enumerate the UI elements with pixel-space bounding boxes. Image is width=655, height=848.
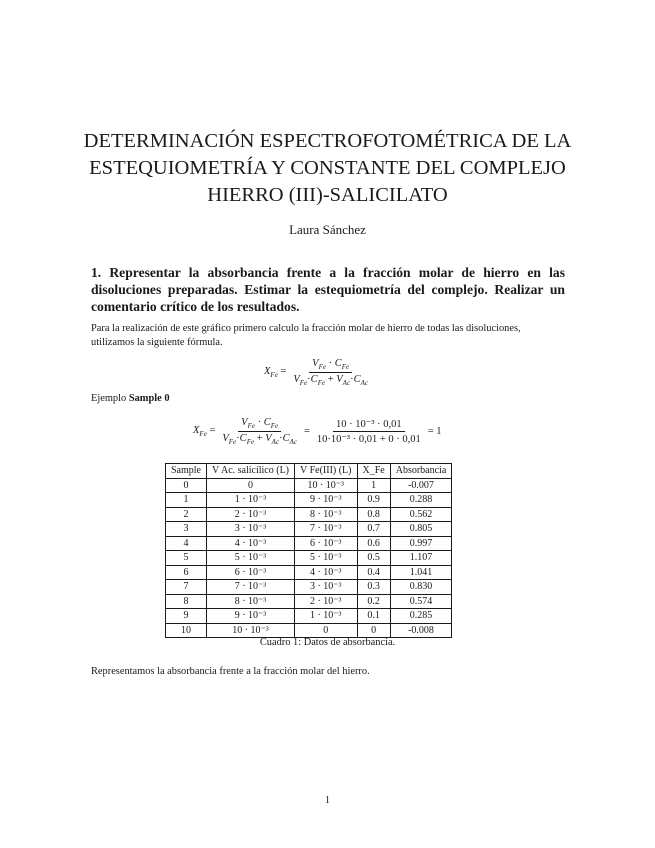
table-cell: 5 [166, 551, 207, 566]
table-cell: 0.8 [357, 507, 390, 522]
author: Laura Sánchez [289, 222, 366, 237]
table-cell: 9 · 10⁻³ [295, 493, 357, 508]
table-row [166, 522, 452, 537]
table-header-cell: Sample [166, 464, 207, 479]
table-cell: 3 [166, 522, 207, 537]
table-cell: 0.285 [390, 609, 452, 624]
table-cell: 7 · 10⁻³ [295, 522, 357, 537]
table-row [166, 507, 452, 522]
table-cell: 2 · 10⁻³ [207, 507, 295, 522]
closing-paragraph: Representamos la absorbancia frente a la fracción molar del hierro. [91, 666, 370, 677]
table-cell: 6 [166, 565, 207, 580]
table-cell: 2 [166, 507, 207, 522]
table-cell: 0.5 [357, 551, 390, 566]
table-cell: 0.4 [357, 565, 390, 580]
table-cell: 0.805 [390, 522, 452, 537]
table-cell: 1 · 10⁻³ [295, 609, 357, 624]
table-row [166, 565, 452, 580]
table-cell: 0.288 [390, 493, 452, 508]
table-cell: 4 · 10⁻³ [207, 536, 295, 551]
table-cell: 5 · 10⁻³ [207, 551, 295, 566]
table-cell: 10 [166, 623, 207, 638]
mole-fraction-formula: $X_{Fe}$ = $\frac{V_{Fe} \cdot C_{Fe}}{V_{Fe}\cdot C_{Fe} + V_{Ac}\cdot C_{Ac}}$ [264, 358, 368, 388]
table-cell: 9 · 10⁻³ [207, 609, 295, 624]
table-cell: 8 · 10⁻³ [207, 594, 295, 609]
table-cell: 1.107 [390, 551, 452, 566]
table-cell: 0.997 [390, 536, 452, 551]
table-cell: 5 · 10⁻³ [295, 551, 357, 566]
example-numerator: 10 · 10⁻³ · 0,01 [333, 418, 405, 432]
example-label: Ejemplo Sample 0 [91, 393, 170, 404]
table-cell: 0.3 [357, 580, 390, 595]
table-cell: 0 [295, 623, 357, 638]
example-formula: $X_{Fe}$ = $\frac{V_{Fe} \cdot C_{Fe}}{V_{Fe}\cdot C_{Fe} + V_{Ac}\cdot C_{Ac}}$ = $\frac{\text{10 · 10⁻³ · 0,01}}{\text{10·10⁻³ · 0,01 + 0 · 0,01}}$ = 1 [193, 417, 442, 447]
table-cell: -0.008 [390, 623, 452, 638]
table-cell: 4 · 10⁻³ [295, 565, 357, 580]
table-cell: 0.2 [357, 594, 390, 609]
table-cell: 8 · 10⁻³ [295, 507, 357, 522]
example-denominator: 10·10⁻³ · 0,01 + 0 · 0,01 [316, 434, 421, 446]
table-cell: 6 · 10⁻³ [295, 536, 357, 551]
table-cell: 0.1 [357, 609, 390, 624]
page-number: 1 [324, 795, 331, 806]
table-cell: -0.007 [390, 478, 452, 493]
example-sample: Sample 0 [128, 393, 170, 404]
section-heading: 1. Representar la absorbancia frente a la fracción molar de hierro en las disoluciones preparadas. Estimar la estequiometría del complejo. Realizar un comentario crítico de los resultados. [91, 265, 565, 314]
table-row [166, 493, 452, 508]
table-cell: 0 [166, 478, 207, 493]
table-header-cell: V Ac. salicílico (L) [207, 464, 295, 479]
table-cell: 0.562 [390, 507, 452, 522]
table-row [166, 551, 452, 566]
table-caption: Cuadro 1: Datos de absorbancia. [259, 637, 396, 648]
table-row [166, 536, 452, 551]
table-cell: 8 [166, 594, 207, 609]
table-header-cell: V Fe(III) (L) [295, 464, 357, 479]
paper-title: DETERMINACIÓN ESPECTROFOTOMÉTRICA DE LA ESTEQUIOMETRÍA Y CONSTANTE DEL COMPLEJO HIERRO (III)-SALICILATO [83, 130, 572, 206]
table-cell: 4 [166, 536, 207, 551]
table-cell: 7 · 10⁻³ [207, 580, 295, 595]
absorbance-table [165, 463, 452, 638]
table-cell: 1.041 [390, 565, 452, 580]
table-row [166, 609, 452, 624]
table-cell: 9 [166, 609, 207, 624]
example-result: = 1 [427, 426, 442, 438]
table-row [166, 580, 452, 595]
table-row [166, 623, 452, 638]
table-cell: 0.9 [357, 493, 390, 508]
table-cell: 0 [357, 623, 390, 638]
intro-paragraph: Para la realización de este gráfico primero calculo la fracción molar de hierro de todas las disoluciones, utilizamos la siguiente fórmula. [91, 323, 521, 348]
table-cell: 3 · 10⁻³ [207, 522, 295, 537]
table-cell: 0.830 [390, 580, 452, 595]
table-cell: 2 · 10⁻³ [295, 594, 357, 609]
table-header-cell: X_Fe [357, 464, 390, 479]
table-cell: 7 [166, 580, 207, 595]
table-cell: 1 · 10⁻³ [207, 493, 295, 508]
table-cell: 0.574 [390, 594, 452, 609]
table-cell: 0.6 [357, 536, 390, 551]
table-cell: 1 [357, 478, 390, 493]
table-cell: 0 [207, 478, 295, 493]
table-cell: 0.7 [357, 522, 390, 537]
table-cell: 6 · 10⁻³ [207, 565, 295, 580]
table-header-cell: Absorbancia [390, 464, 452, 479]
table-row [166, 478, 452, 493]
table-cell: 1 [166, 493, 207, 508]
table-row [166, 594, 452, 609]
table-cell: 10 · 10⁻³ [295, 478, 357, 493]
table-cell: 3 · 10⁻³ [295, 580, 357, 595]
table-cell: 10 · 10⁻³ [207, 623, 295, 638]
